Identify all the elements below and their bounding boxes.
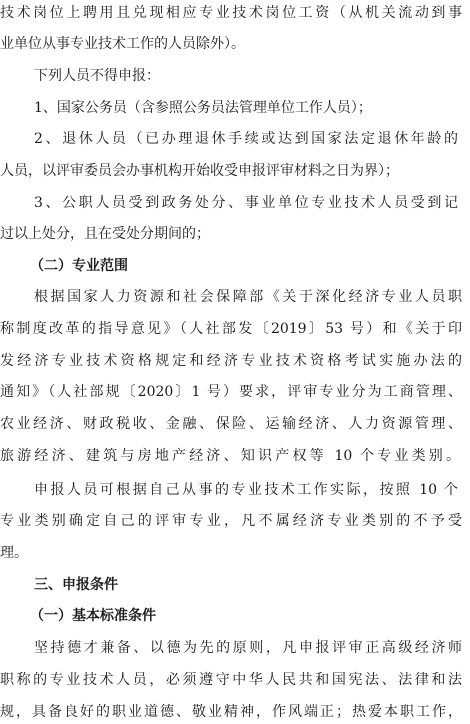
exclusion-item-3-line: 3、公职人员受到政务处分、事业单位专业技术人员受到记 <box>34 195 458 211</box>
exclusion-item-2-line: 人员，以评审委员会办事机构开始收受申报评审材料之日为界）； <box>0 163 399 179</box>
conditions-paragraph-line: 坚持德才兼备、以德为先的原则，凡申报评审正高级经济师 <box>34 640 462 656</box>
scope-paragraph-line: 称制度改革的指导意见》（人社部发〔2019〕53 号）和《关于印 <box>0 321 462 337</box>
scope-paragraph2-line: 申报人员可根据自己从事的专业技术工作实际，按照 10 个 <box>34 482 458 498</box>
scope-paragraph-line: 农业经济、财政税收、金融、保险、运输经济、人力资源管理、 <box>0 416 462 432</box>
text-line: 业单位从事专业技术工作的人员除外）。 <box>0 36 245 52</box>
scope-paragraph-line: 通知》（人社部规〔2020〕1 号）要求，评审专业分为工商管理、 <box>0 384 462 400</box>
text-line: 技术岗位上聘用且兑现相应专业技术岗位工资（从机关流动到事 <box>0 5 462 21</box>
exclusion-item-2-line: 2、退休人员（已办理退休手续或达到国家法定退休年龄的 <box>34 131 458 147</box>
conditions-paragraph-line: 职称的专业技术人员，必须遵守中华人民共和国宪法、法律和法 <box>0 672 462 688</box>
scope-paragraph-line: 发经济专业技术资格规定和经济专业技术资格考试实施办法的 <box>0 353 462 369</box>
conditions-paragraph-line: 规，具备良好的职业道德、敬业精神，作风端正；热爱本职工作， <box>0 704 462 720</box>
scope-paragraph-line: 根据国家人力资源和社会保障部《关于深化经济专业人员职 <box>34 289 462 305</box>
scope-paragraph2-line: 专业类别确定自己的评审专业，凡不属经济专业类别的不予受 <box>0 513 462 529</box>
section-heading-scope: （二）专业范围 <box>30 258 128 274</box>
section-heading-conditions: 三、申报条件 <box>34 577 118 593</box>
scope-paragraph2-line: 理。 <box>0 545 28 561</box>
exclusion-item-1: 1、国家公务员（含参照公务员法管理单位工作人员）； <box>34 100 372 116</box>
exclusion-intro: 下列人员不得申报： <box>34 68 160 84</box>
exclusion-item-3-line: 过以上处分，且在受处分期间的； <box>0 226 210 242</box>
subsection-heading-basic: （一）基本标准条件 <box>30 608 156 624</box>
scope-paragraph-line: 旅游经济、建筑与房地产经济、知识产权等 10 个专业类别。 <box>0 448 460 464</box>
